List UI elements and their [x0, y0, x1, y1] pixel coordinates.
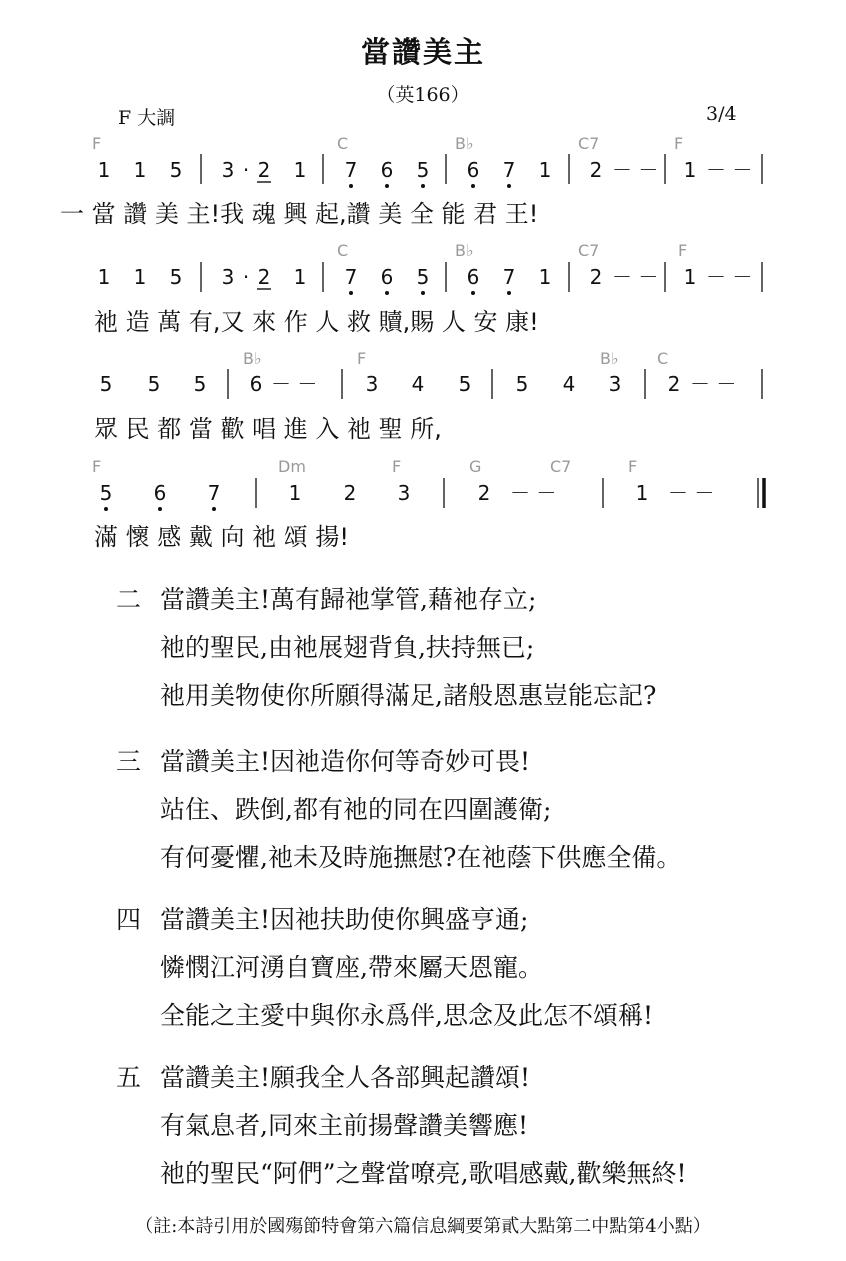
note: 1: [538, 158, 552, 182]
chord: F: [674, 134, 684, 153]
note: 5: [416, 265, 430, 289]
note: 7: [344, 158, 358, 182]
verse-line: 當讚美主!萬有歸祂掌管,藉祂存立;: [160, 585, 537, 614]
lyric-line: 一 當 讚 美 主!我 魂 興 起,讚 美 全 能 君 王!: [60, 200, 539, 228]
score-row-2: [94, 241, 762, 336]
low-dot: [349, 291, 353, 295]
chord: F: [357, 349, 367, 368]
verse-line: 憐憫江河湧自寶座,帶來屬天恩寵。: [160, 953, 543, 982]
note: 1: [683, 265, 697, 289]
verse-line: 當讚美主!因祂造你何等奇妙可畏!: [160, 747, 531, 776]
note: 1: [133, 265, 147, 289]
note: 6: [249, 372, 263, 396]
hymn-title: 當讚美主: [360, 35, 485, 69]
note: 2: [589, 158, 603, 182]
note: 5: [147, 372, 161, 396]
verse-number: 四: [116, 905, 142, 934]
chord: F: [392, 457, 402, 476]
verse-line: 有何憂懼,祂未及時施撫慰?在祂蔭下供應全備。: [160, 843, 682, 872]
note: 1: [97, 265, 111, 289]
footnote: （註:本詩引用於國殤節特會第六篇信息綱要第貳大點第二中點第4小點）: [135, 1216, 711, 1237]
verse-line: 祂的聖民“阿們”之聲當嘹亮,歌唱感戴,歡樂無終!: [160, 1159, 687, 1188]
note: 6: [380, 265, 394, 289]
low-dot: [507, 291, 511, 295]
verse-number: 二: [116, 585, 142, 614]
key-signature: F 大調: [118, 107, 176, 129]
chord: C: [337, 134, 349, 153]
note: 1: [97, 158, 111, 182]
hymn-number: （英166）: [376, 84, 470, 106]
hold-dash: － －: [612, 158, 659, 182]
note: 1: [293, 158, 307, 182]
note: 6: [466, 265, 480, 289]
low-dot: [471, 184, 475, 188]
low-dot: [104, 507, 108, 511]
chord: F: [628, 457, 638, 476]
low-dot: [158, 507, 162, 511]
note: 5: [99, 481, 113, 505]
note: 5: [458, 372, 472, 396]
note: 5: [515, 372, 529, 396]
note: 1: [133, 158, 147, 182]
chord: G: [469, 457, 482, 476]
low-dot: [421, 291, 425, 295]
note: 5: [99, 372, 113, 396]
hold-dash: － －: [668, 481, 715, 505]
note: 1: [538, 265, 552, 289]
low-dot: [212, 507, 216, 511]
low-dot: [385, 184, 389, 188]
verse-line: 當讚美主!願我全人各部興起讚頌!: [160, 1063, 531, 1092]
chord: C7: [550, 457, 572, 476]
note: 6: [466, 158, 480, 182]
chord: Dm: [278, 457, 306, 476]
note: 1: [288, 481, 302, 505]
note: 2: [477, 481, 491, 505]
note: 7: [502, 158, 516, 182]
hold-dash: － －: [690, 372, 737, 396]
hold-dash: － －: [271, 372, 318, 396]
note: 2: [667, 372, 681, 396]
dotted-rhythm: ·: [242, 265, 250, 289]
low-dot: [421, 184, 425, 188]
chord: B♭: [600, 349, 619, 368]
note: 7: [207, 481, 221, 505]
hold-dash: － －: [612, 265, 659, 289]
verse-line: 有氣息者,同來主前揚聲讚美響應!: [160, 1111, 528, 1140]
note: 5: [416, 158, 430, 182]
low-dot: [349, 184, 353, 188]
note: 5: [169, 158, 183, 182]
verse-line: 祂用美物使你所願得滿足,諸般恩惠豈能忘記?: [160, 681, 657, 710]
lyric-line: 祂 造 萬 有,又 來 作 人 救 贖,賜 人 安 康!: [94, 308, 539, 336]
note: 4: [562, 372, 576, 396]
note: 3: [365, 372, 379, 396]
lyric-line: 眾 民 都 當 歡 唱 進 入 祂 聖 所,: [94, 415, 442, 443]
note: 6: [153, 481, 167, 505]
note: 7: [344, 265, 358, 289]
score-row-1: [60, 134, 762, 228]
note: 2: [589, 265, 603, 289]
chord: C: [657, 349, 669, 368]
note: 5: [169, 265, 183, 289]
jianpu-score: [0, 0, 846, 560]
chord: F: [678, 241, 688, 260]
score-row-4: [92, 457, 764, 551]
lyric-line: 滿 懷 感 戴 向 祂 頌 揚!: [94, 523, 350, 551]
low-dot: [471, 291, 475, 295]
chord: C: [337, 241, 349, 260]
note: 2: [257, 158, 271, 182]
note: 3: [221, 158, 235, 182]
note: 4: [411, 372, 425, 396]
verse-line: 當讚美主!因祂扶助使你興盛亨通;: [160, 905, 529, 934]
chord: B♭: [243, 349, 262, 368]
chord: B♭: [455, 134, 474, 153]
note: 3: [397, 481, 411, 505]
chord: B♭: [455, 241, 474, 260]
note: 2: [343, 481, 357, 505]
note: 3: [608, 372, 622, 396]
chord: F: [92, 457, 102, 476]
note: 3: [221, 265, 235, 289]
verse-line: 祂的聖民,由祂展翅背負,扶持無已;: [160, 633, 535, 662]
hold-dash: － －: [706, 158, 753, 182]
note: 2: [257, 265, 271, 289]
note: 7: [502, 265, 516, 289]
chord: C7: [578, 134, 600, 153]
hold-dash: － －: [706, 265, 753, 289]
verse-number: 三: [116, 747, 142, 776]
note: 1: [293, 265, 307, 289]
time-signature: 3/4: [706, 103, 737, 125]
note: 6: [380, 158, 394, 182]
verse-line: 全能之主愛中與你永爲伴,思念及此怎不頌稱!: [160, 1001, 653, 1030]
chord: C7: [578, 241, 600, 260]
low-dot: [385, 291, 389, 295]
note: 1: [635, 481, 649, 505]
note: 1: [683, 158, 697, 182]
verse-number: 五: [116, 1063, 142, 1092]
hold-dash: － －: [510, 481, 557, 505]
dotted-rhythm: ·: [242, 158, 250, 182]
note: 5: [193, 372, 207, 396]
low-dot: [507, 184, 511, 188]
chord: F: [92, 134, 102, 153]
verse-line: 站住、跌倒,都有祂的同在四圍護衛;: [160, 795, 552, 824]
score-row-3: [94, 349, 762, 443]
